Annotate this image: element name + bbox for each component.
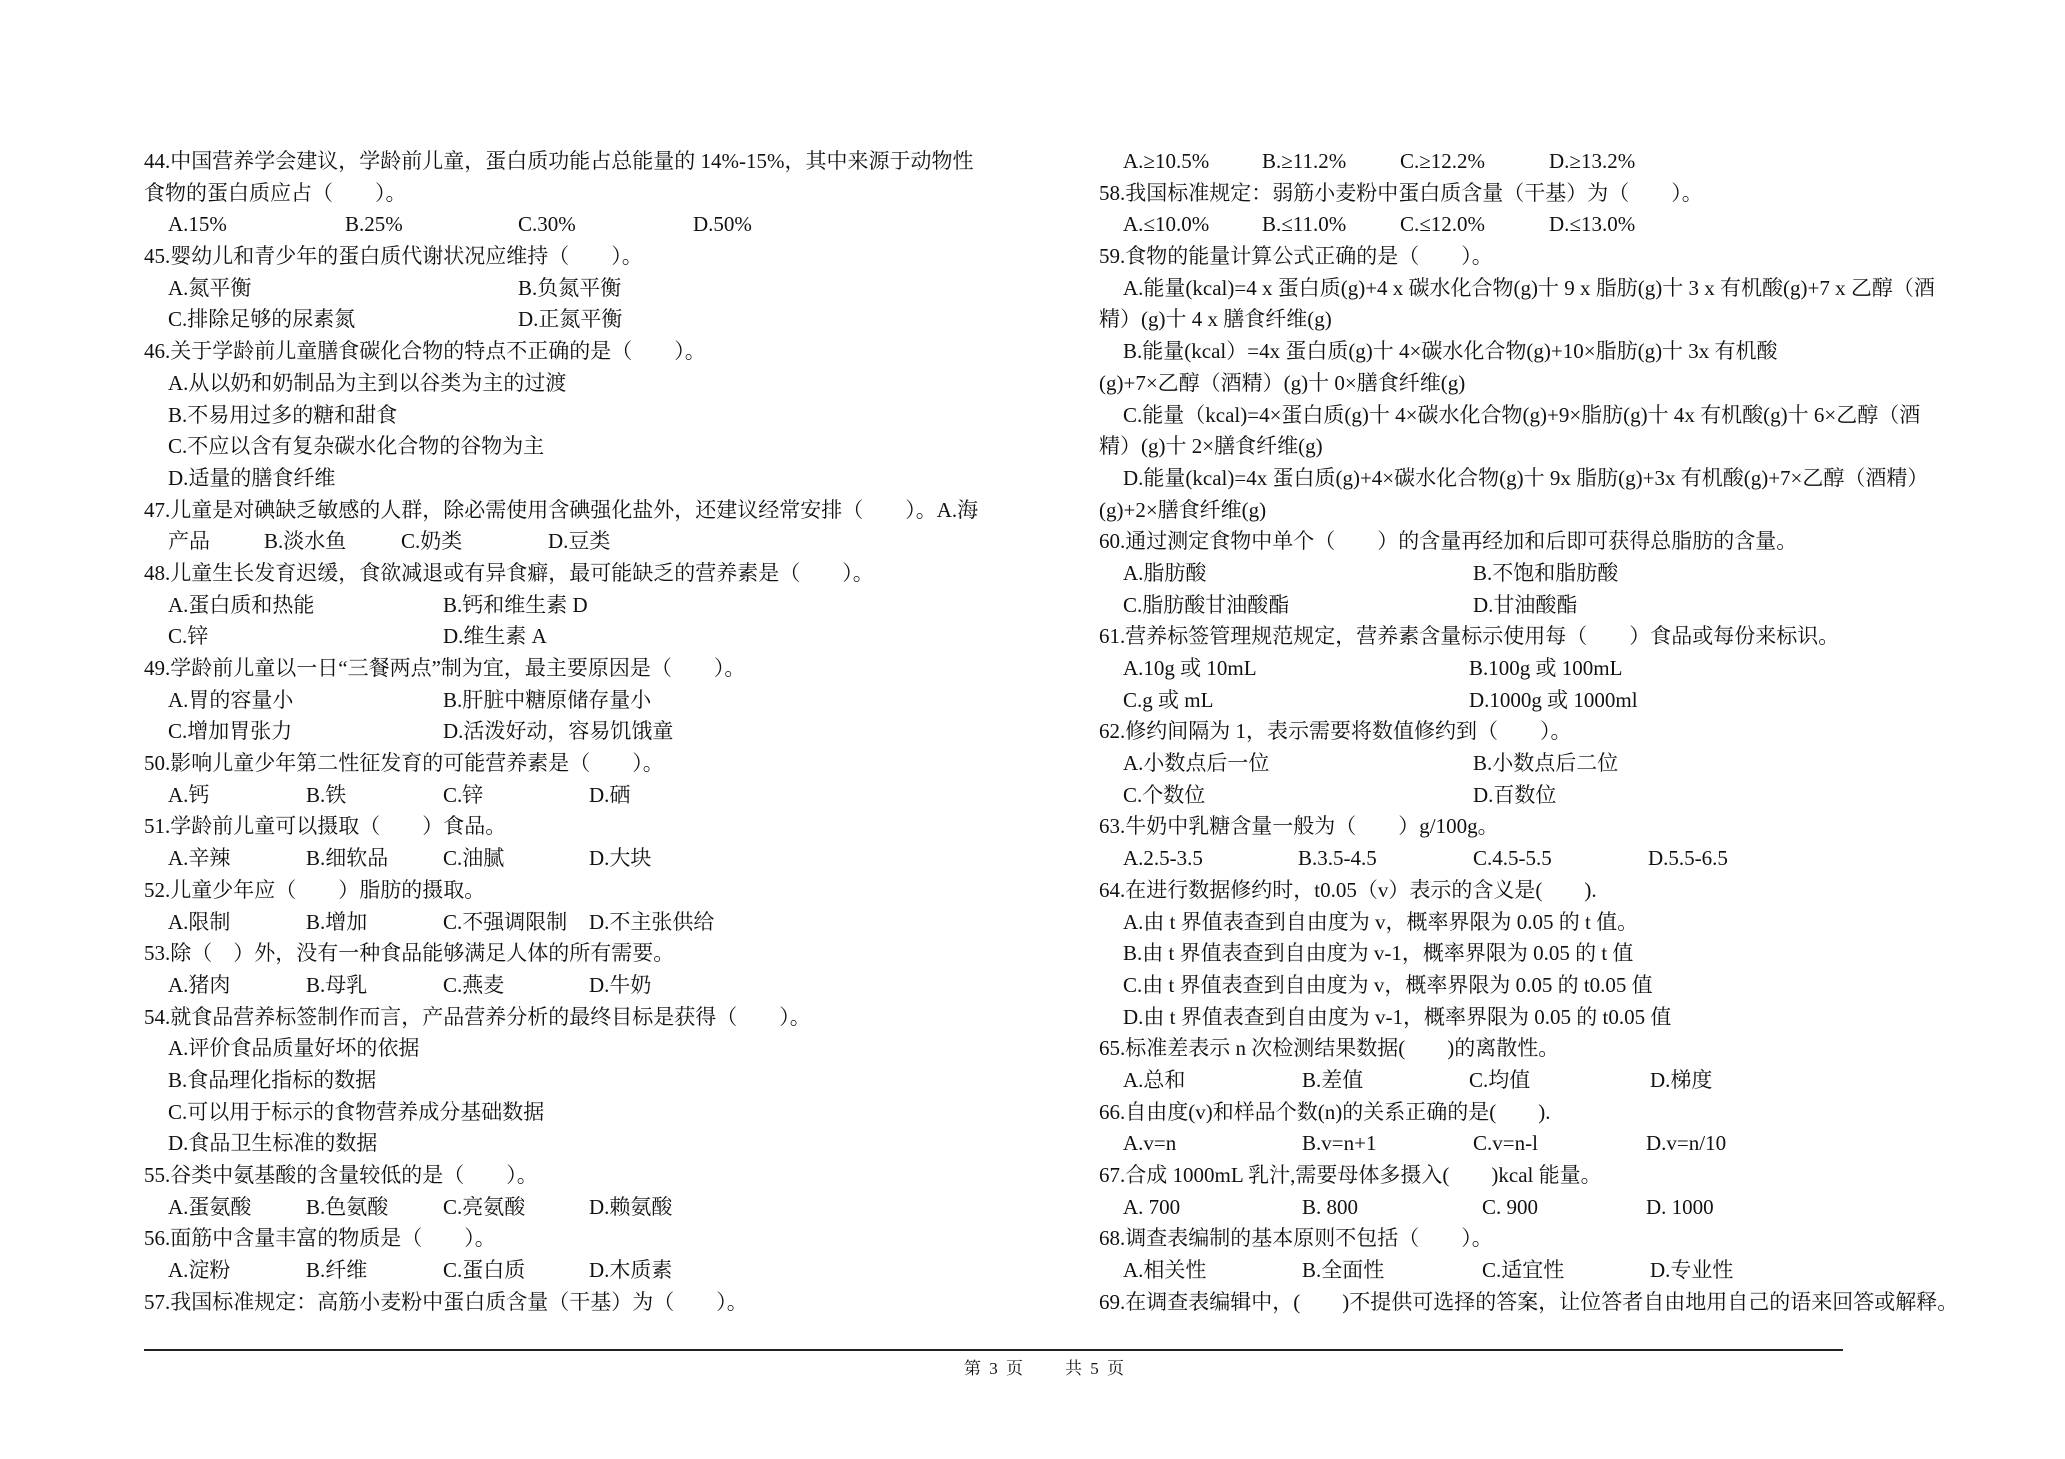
- answer-option: A.10g 或 10mL: [1123, 656, 1257, 680]
- option-row-56: [144, 1255, 1044, 1287]
- option-row-50: [144, 780, 1044, 812]
- question-stem-49: 49.学龄前儿童以一日“三餐两点”制为宜，最主要原因是（ ）。: [144, 656, 746, 680]
- answer-option: A.小数点后一位: [1123, 751, 1270, 776]
- option-row-68: [1099, 1255, 1999, 1287]
- answer-option: B.差值: [1302, 1067, 1364, 1092]
- answer-option: D.硒: [589, 782, 631, 807]
- answer-option: D.牛奶: [589, 972, 652, 997]
- answer-option: D.豆类: [548, 529, 611, 554]
- option-row-48a: [144, 590, 1044, 622]
- answer-option: C.v=n-l: [1473, 1131, 1538, 1156]
- answer-option: D.百数位: [1473, 782, 1557, 807]
- question-stem-64: 64.在进行数据修约时，t0.05（v）表示的含义是( ).: [1099, 877, 1597, 902]
- question-stem-52: 52.儿童少年应（ ）脂肪的摄取。: [144, 877, 486, 902]
- answer-option: C.燕麦: [443, 972, 505, 997]
- answer-option: D.赖氨酸: [589, 1194, 673, 1219]
- answer-option: A.限制: [168, 909, 231, 934]
- answer-option: D. 1000: [1646, 1194, 1714, 1219]
- option-row-45a: [144, 273, 1044, 305]
- answer-option: B.由 t 界值表查到自由度为 v-1，概率界限为 0.05 的 t 值: [1123, 941, 1634, 966]
- answer-option: C.油腻: [443, 846, 505, 871]
- option-row-44: [144, 209, 1044, 241]
- answer-option: D.正氮平衡: [518, 307, 623, 332]
- answer-option-cont: 精）(g)十 4 x 膳食纤维(g): [1099, 307, 1332, 332]
- answer-option: A.胃的容量小: [168, 687, 294, 712]
- answer-option: C.锌: [443, 782, 484, 807]
- option-row-47: [144, 526, 1044, 558]
- option-row-45b: [144, 304, 1044, 336]
- option-row-65: [1099, 1065, 1999, 1097]
- answer-option: C.由 t 界值表查到自由度为 v，概率界限为 0.05 的 t0.05 值: [1123, 972, 1653, 997]
- option-row-63: [1099, 843, 1999, 875]
- answer-option: A.v=n: [1123, 1131, 1177, 1156]
- option-row-61a: [1099, 653, 1999, 685]
- answer-option: B.能量(kcal）=4x 蛋白质(g)十 4×碳水化合物(g)+10×脂肪(g)十 3x 有机酸: [1123, 339, 1778, 364]
- answer-option: C.能量（kcal)=4×蛋白质(g)十 4×碳水化合物(g)+9×脂肪(g)十 4x 有机酸(g)十 6×乙醇（酒: [1123, 402, 1921, 427]
- option-row-52: [144, 907, 1044, 939]
- answer-option: C.个数位: [1123, 782, 1206, 807]
- option-row-51: [144, 843, 1044, 875]
- answer-option: A.15%: [168, 212, 227, 237]
- answer-option: D.能量(kcal)=4x 蛋白质(g)+4×碳水化合物(g)十 9x 脂肪(g)+3x 有机酸(g)+7×乙醇（酒精）: [1123, 465, 1929, 490]
- option-row-60b: [1099, 590, 1999, 622]
- answer-option: D.5.5-6.5: [1648, 846, 1728, 871]
- answer-option: A.2.5-3.5: [1123, 846, 1203, 871]
- option-row-62b: [1099, 780, 1999, 812]
- question-stem-68: 68.调查表编制的基本原则不包括（ ）。: [1099, 1226, 1493, 1251]
- answer-option: A.脂肪酸: [1123, 560, 1207, 585]
- answer-option: C.不应以含有复杂碳水化合物的谷物为主: [168, 434, 545, 459]
- answer-option: D.专业性: [1650, 1258, 1734, 1283]
- answer-option: A.蛋氨酸: [168, 1194, 252, 1219]
- option-row-49b: [144, 716, 1044, 748]
- answer-option: B.≤11.0%: [1262, 212, 1347, 237]
- answer-option: D.50%: [693, 212, 752, 237]
- answer-option: C.30%: [518, 212, 576, 237]
- answer-option: C.不强调限制: [443, 909, 568, 934]
- answer-option: B. 800: [1302, 1194, 1359, 1219]
- answer-option: A.总和: [1123, 1067, 1186, 1092]
- option-row-53: [144, 970, 1044, 1002]
- answer-option: B.母乳: [306, 972, 368, 997]
- answer-option: D.不主张供给: [589, 909, 715, 934]
- answer-option: A.能量(kcal)=4 x 蛋白质(g)+4 x 碳水化合物(g)十 9 x 脂肪(g)十 3 x 有机酸(g)+7 x 乙醇（酒: [1123, 275, 1935, 300]
- question-stem-63: 63.牛奶中乳糖含量一般为（ ）g/100g。: [1099, 814, 1499, 839]
- option-row-57: [1099, 146, 1999, 178]
- answer-option: A.从以奶和奶制品为主到以谷类为主的过渡: [168, 370, 567, 395]
- answer-option: A.≤10.0%: [1123, 212, 1210, 237]
- left-column: [144, 146, 1044, 1318]
- answer-option: B.负氮平衡: [518, 275, 622, 300]
- answer-option: B.色氨酸: [306, 1194, 389, 1219]
- answer-option: C.奶类: [401, 529, 463, 554]
- answer-option: D.由 t 界值表查到自由度为 v-1，概率界限为 0.05 的 t0.05 值: [1123, 1004, 1672, 1029]
- answer-option: C.均值: [1469, 1067, 1531, 1092]
- answer-option-cont: (g)+2×膳食纤维(g): [1099, 497, 1267, 522]
- question-stem-45: 45.婴幼儿和青少年的蛋白质代谢状况应维持（ ）。: [144, 244, 643, 269]
- answer-option: C.排除足够的尿素氮: [168, 307, 356, 332]
- answer-option: B.钙和维生素 D: [443, 592, 588, 617]
- answer-option: D.1000g 或 1000ml: [1469, 687, 1638, 712]
- answer-option: D.≤13.0%: [1549, 212, 1636, 237]
- option-row-67: [1099, 1192, 1999, 1224]
- option-row-55: [144, 1192, 1044, 1224]
- question-stem-60: 60.通过测定食物中单个（ ）的含量再经加和后即可获得总脂肪的含量。: [1099, 529, 1798, 554]
- answer-option: A.辛辣: [168, 846, 231, 871]
- answer-option: C.≥12.2%: [1400, 149, 1486, 173]
- answer-option: A.淀粉: [168, 1258, 231, 1283]
- answer-option: A.猪肉: [168, 972, 231, 997]
- question-stem-61: 61.营养标签管理规范规定，营养素含量标示使用每（ ）食品或每份来标识。: [1099, 624, 1840, 649]
- option-row-61b: [1099, 685, 1999, 717]
- option-row-66: [1099, 1128, 1999, 1160]
- answer-option: D.木质素: [589, 1258, 673, 1283]
- answer-option: A.由 t 界值表查到自由度为 v，概率界限为 0.05 的 t 值。: [1123, 909, 1639, 934]
- answer-option: A.蛋白质和热能: [168, 592, 315, 617]
- answer-option: D.大块: [589, 846, 652, 871]
- answer-option: C.蛋白质: [443, 1258, 526, 1283]
- answer-option: B.食品理化指标的数据: [168, 1067, 377, 1092]
- answer-option: B.铁: [306, 782, 347, 807]
- right-column: [1099, 146, 1999, 1318]
- answer-option: A.评价食品质量好坏的依据: [168, 1036, 420, 1061]
- page-total: 共 5 页: [1065, 1359, 1124, 1378]
- answer-option: C.4.5-5.5: [1473, 846, 1552, 871]
- answer-option: B.纤维: [306, 1258, 368, 1283]
- question-stem-56: 56.面筋中含量丰富的物质是（ ）。: [144, 1226, 496, 1251]
- question-stem-50: 50.影响儿童少年第二性征发育的可能营养素是（ ）。: [144, 751, 664, 776]
- answer-option: B.细软品: [306, 846, 389, 871]
- answer-option: B.25%: [345, 212, 403, 237]
- question-stem-54: 54.就食品营养标签制作而言，产品营养分析的最终目标是获得（ ）。: [144, 1004, 811, 1029]
- answer-option: C.可以用于标示的食物营养成分基础数据: [168, 1099, 545, 1124]
- question-stem-66: 66.自由度(v)和样品个数(n)的关系正确的是( ).: [1099, 1099, 1551, 1124]
- answer-option: B.100g 或 100mL: [1469, 656, 1623, 680]
- question-stem-44-cont: 食物的蛋白质应占（ ）。: [144, 180, 407, 205]
- option-row-58: [1099, 209, 1999, 241]
- question-stem-53: 53.除（ ）外，没有一种食品能够满足人体的所有需要。: [144, 941, 675, 966]
- answer-option: B.增加: [306, 909, 368, 934]
- question-stem-47: 47.儿童是对碘缺乏敏感的人群，除必需使用含碘强化盐外，还建议经常安排（ ）。A.海: [144, 497, 979, 522]
- answer-option: D.≥13.2%: [1549, 149, 1636, 173]
- answer-option-cont: 精）(g)十 2×膳食纤维(g): [1099, 434, 1323, 459]
- question-stem-51: 51.学龄前儿童可以摄取（ ）食品。: [144, 814, 507, 839]
- question-stem-62: 62.修约间隔为 1，表示需要将数值修约到（ ）。: [1099, 719, 1572, 744]
- answer-option: B.v=n+1: [1302, 1131, 1377, 1156]
- answer-option: B.全面性: [1302, 1258, 1385, 1283]
- question-stem-58: 58.我国标准规定：弱筋小麦粉中蛋白质含量（干基）为（ ）。: [1099, 180, 1703, 205]
- answer-option: C.g 或 mL: [1123, 687, 1214, 712]
- question-stem-59: 59.食物的能量计算公式正确的是（ ）。: [1099, 244, 1493, 269]
- answer-option: A. 700: [1123, 1194, 1181, 1219]
- answer-option: D.食品卫生标准的数据: [168, 1131, 378, 1156]
- answer-option: B.≥11.2%: [1262, 149, 1347, 173]
- question-stem-48: 48.儿童生长发育迟缓，食欲减退或有异食癖，最可能缺乏的营养素是（ ）。: [144, 560, 874, 585]
- answer-option: A.钙: [168, 782, 210, 807]
- question-stem-69: 69.在调查表编辑中，( )不提供可选择的答案，让位答者自由地用自己的语来回答或解释。: [1099, 1289, 1959, 1314]
- answer-option: A.相关性: [1123, 1258, 1207, 1283]
- answer-option-cont: (g)+7×乙醇（酒精）(g)十 0×膳食纤维(g): [1099, 370, 1466, 395]
- answer-option: D.v=n/10: [1646, 1131, 1727, 1156]
- question-stem-67: 67.合成 1000mL 乳汁,需要母体多摄入( )kcal 能量。: [1099, 1163, 1602, 1187]
- answer-option: D.适量的膳食纤维: [168, 465, 336, 490]
- answer-option: C.适宜性: [1482, 1258, 1565, 1283]
- answer-option: B.肝脏中糖原储存量小: [443, 687, 652, 712]
- answer-option: 产品: [168, 529, 210, 554]
- answer-option: D.甘油酸酯: [1473, 592, 1578, 617]
- question-stem-55: 55.谷类中氨基酸的含量较低的是（ ）。: [144, 1163, 538, 1187]
- option-row-60a: [1099, 558, 1999, 590]
- question-stem-44: 44.中国营养学会建议，学龄前儿童，蛋白质功能占总能量的 14%-15%，其中来源于动物性: [144, 149, 974, 173]
- question-stem-46: 46.关于学龄前儿童膳食碳化合物的特点不正确的是（ ）。: [144, 339, 706, 364]
- answer-option: C.亮氨酸: [443, 1194, 526, 1219]
- answer-option: C.锌: [168, 624, 209, 649]
- footer-rule: [144, 1349, 1843, 1351]
- page-number: 第 3 页: [964, 1359, 1023, 1378]
- option-row-48b: [144, 621, 1044, 653]
- answer-option: D.维生素 A: [443, 624, 547, 649]
- answer-option: C.≤12.0%: [1400, 212, 1486, 237]
- answer-option: C.脂肪酸甘油酸酯: [1123, 592, 1290, 617]
- answer-option: B.小数点后二位: [1473, 751, 1619, 776]
- answer-option: B.不易用过多的糖和甜食: [168, 402, 398, 427]
- answer-option: B.3.5-4.5: [1298, 846, 1377, 871]
- question-stem-65: 65.标准差表示 n 次检测结果数据( )的离散性。: [1099, 1036, 1560, 1061]
- answer-option: D.梯度: [1650, 1067, 1713, 1092]
- answer-option: A.≥10.5%: [1123, 149, 1210, 173]
- option-row-62a: [1099, 748, 1999, 780]
- answer-option: C.增加胃张力: [168, 719, 293, 744]
- question-stem-57: 57.我国标准规定：高筋小麦粉中蛋白质含量（干基）为（ ）。: [144, 1289, 748, 1314]
- answer-option: B.不饱和脂肪酸: [1473, 560, 1619, 585]
- answer-option: B.淡水鱼: [264, 529, 347, 554]
- option-row-49a: [144, 685, 1044, 717]
- answer-option: A.氮平衡: [168, 275, 252, 300]
- answer-option: D.活泼好动，容易饥饿童: [443, 719, 674, 744]
- answer-option: C. 900: [1482, 1194, 1539, 1219]
